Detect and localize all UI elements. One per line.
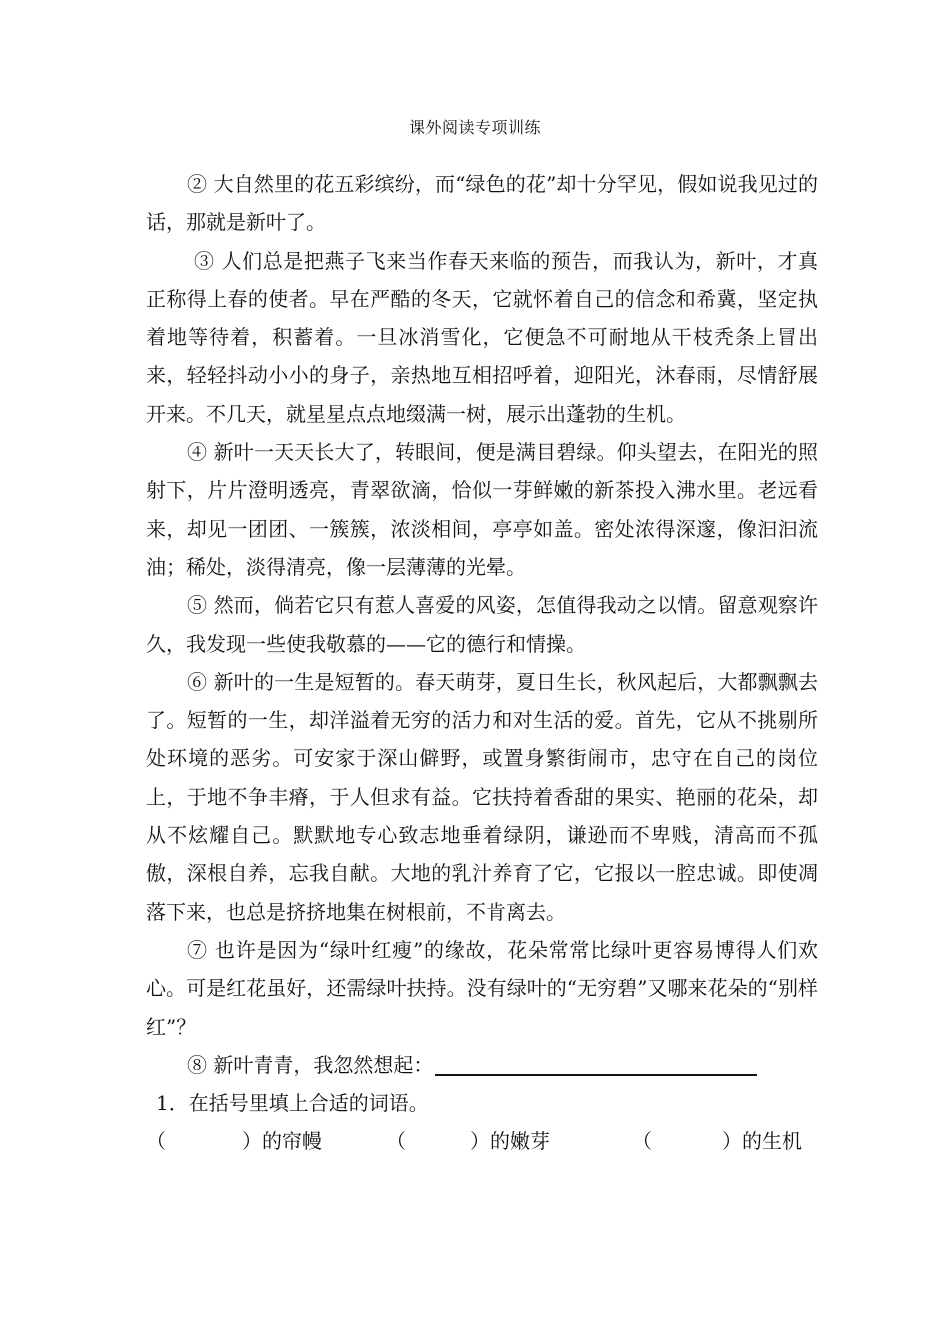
open-paren: （ (146, 1129, 166, 1154)
fill-suffix: 的帘幔 (262, 1129, 322, 1154)
paragraph-6: ⑥ 新叶的一生是短暂的。春天萌芽，夏日生长，秋风起后，大都飘飘去了。短暂的一生，却洋溢着无穷的活力和对生活的爱。首先，它从不挑剔所处环境的恶劣。可安家于深山僻野，或置身繁街闹市，忠守在自己的岗位上，于地不争丰瘠，于人但求有益。它扶持着香甜的果实、艳丽的花朵，却从不炫耀自己。默默地专心致志地垂着绿阴，谦逊而不卑贱，清高而不孤傲，深根自养，忘我自献。大地的乳汁养育了它，它报以一腔忠诚。即使凋落下来，也总是挤挤地集在树根前，不肯离去。 (146, 669, 818, 924)
reading-passage (146, 165, 818, 1160)
paragraph-2: ② 大自然里的花五彩缤纷，而“绿色的花”却十分罕见，假如说我见过的话，那就是新叶了。 (146, 172, 818, 235)
fill-suffix: 的生机 (742, 1129, 802, 1154)
document-title: 课外阅读专项训练 (408, 118, 541, 137)
fill-item (386, 1122, 550, 1160)
answer-blank-line[interactable] (435, 1052, 757, 1076)
paragraph-3: ③ 人们总是把燕子飞来当作春天来临的预告，而我认为，新叶，才真正称得上春的使者。早在严酷的冬天，它就怀着自己的信念和希冀，坚定执着地等待着，积蓄着。一旦冰消雪化，它便急不可耐地从干枝秃条上冒出来，轻轻抖动小小的身子，亲热地互相招呼着，迎阳光，沐春雨，尽情舒展开来。不几天，就星星点点地缀满一树，展示出蓬勃的生机。 (146, 248, 818, 426)
fill-item (146, 1122, 322, 1160)
paragraph-8 (146, 1046, 818, 1084)
paragraph-8-text: ⑧ 新叶青青，我忽然想起： (187, 1052, 434, 1077)
fill-item (632, 1122, 802, 1160)
fill-in-row (146, 1122, 818, 1160)
paragraph-7: ⑦ 也许是因为“绿叶红瘦”的缘故，花朵常常比绿叶更容易博得人们欢心。可是红花虽好，还需绿叶扶持。没有绿叶的“无穷碧”又哪来花朵的“别样红”？ (146, 937, 818, 1039)
close-paren: ） (242, 1129, 262, 1154)
fill-suffix: 的嫩芽 (490, 1129, 550, 1154)
paragraph-4: ④ 新叶一天天长大了，转眼间，便是满目碧绿。仰头望去，在阳光的照射下，片片澄明透亮，青翠欲滴，恰似一芽鲜嫩的新茶投入沸水里。老远看来，却见一团团、一簇簇，浓淡相间，亭亭如盖。密处浓得深邃，像汩汩流油；稀处，淡得清亮，像一层薄薄的光晕。 (146, 440, 818, 579)
open-paren: （ (386, 1129, 406, 1154)
close-paren: ） (722, 1129, 742, 1154)
close-paren: ） (470, 1129, 490, 1154)
open-paren: （ (632, 1129, 652, 1154)
paragraph-5: ⑤ 然而，倘若它只有惹人喜爱的风姿，怎值得我动之以情。留意观察许久，我发现一些使我敬慕的——它的德行和情操。 (146, 593, 818, 656)
question-1: 1．在括号里填上合适的词语。 (156, 1091, 429, 1116)
